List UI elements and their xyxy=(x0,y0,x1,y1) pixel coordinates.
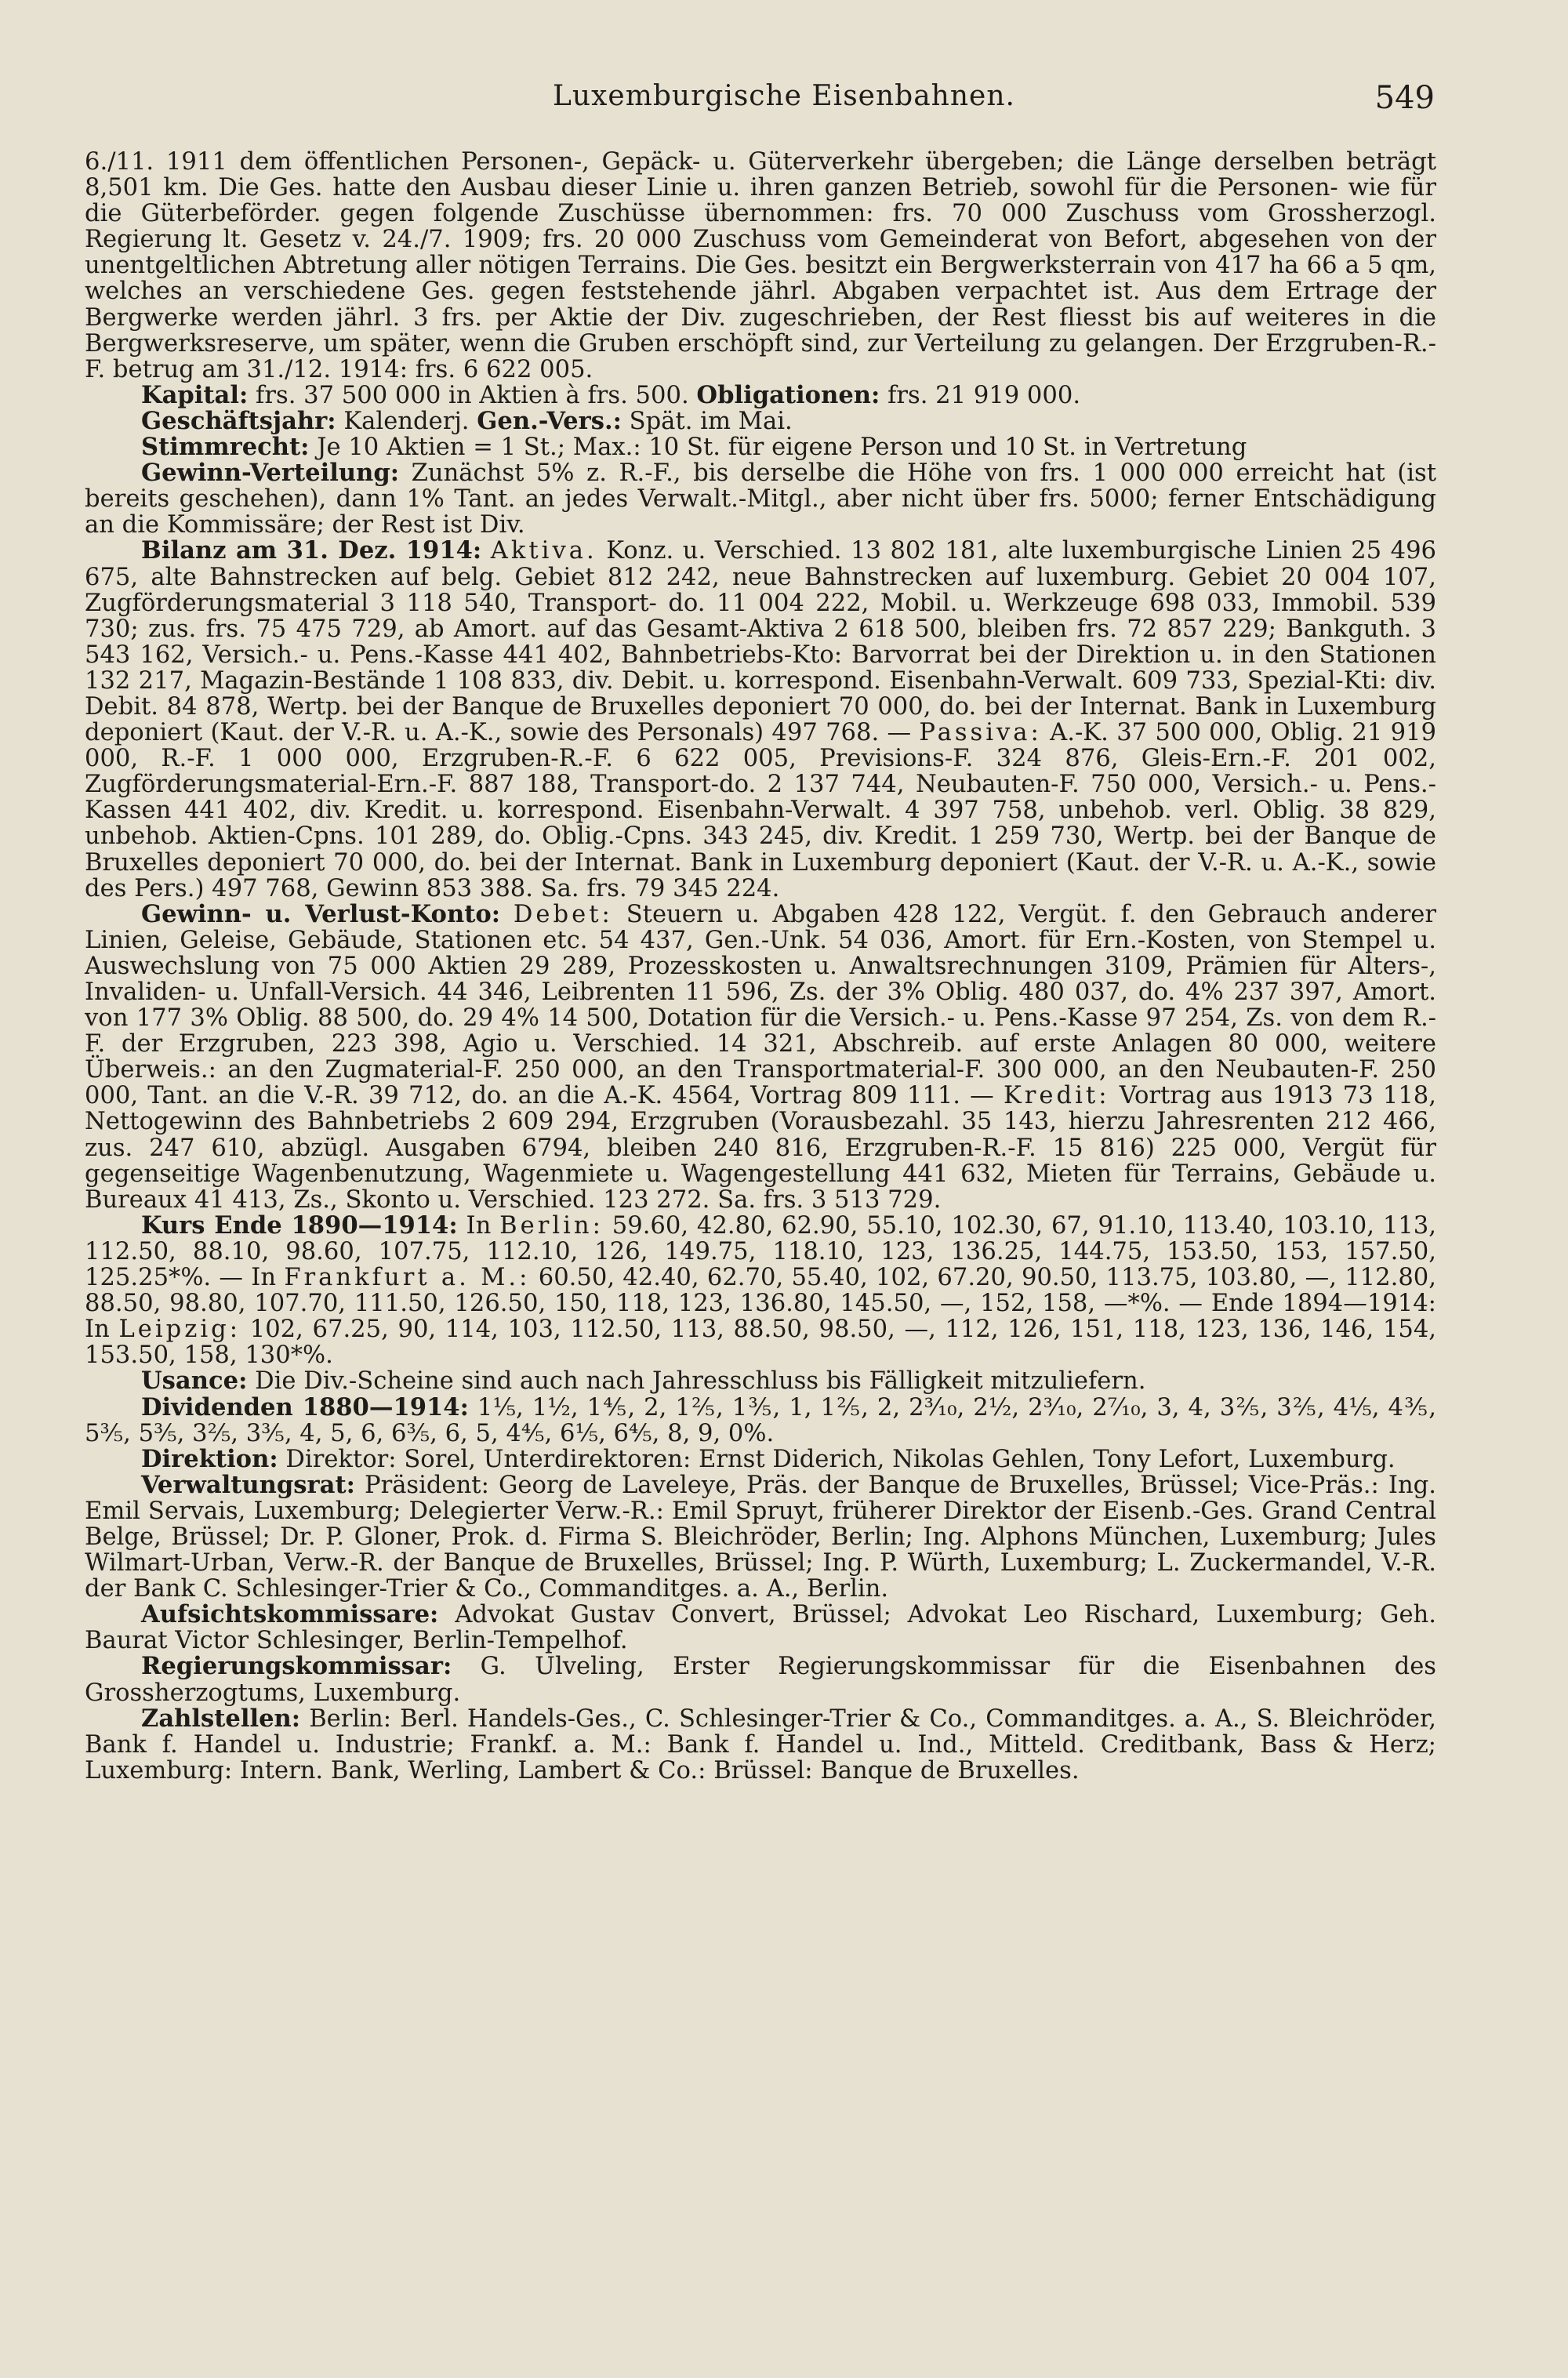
paragraph-kapital xyxy=(85,380,1436,409)
heading-zahlstellen: Zahlstellen: xyxy=(141,1704,301,1733)
kurs-leipzig-text: 102, 67.25, 90, 114, 103, 112.50, 113, 88.50, 98.50, —, 112, 126, 151, 118, 123, 136, 146, 154, 153.50, 158, 130*%. xyxy=(85,1316,1437,1370)
dividenden-text: 1⅕, 1½, 1⅘, 2, 1⅖, 1⅗, 1, 1⅖, 2, 2³⁄₁₀, 2½, 2³⁄₁₀, 2⁷⁄₁₀, 3, 4, 3⅖, 3⅖, 4⅕, 4⅗, 5⅗, 5⅗, 3⅖, 3⅗, 4, 5, 6, 6⅗, 6, 5, 4⅘, 6⅕, 6⅘, 8, 9, 0%. xyxy=(85,1393,1436,1447)
label-frankfurt: Frankfurt a. M.: xyxy=(284,1264,531,1292)
kurs-frankfurt-text: 60.50, 42.40, 62.70, 55.40, 102, 67.20, 90.50, 113.75, 103.80, —, 112.80, 88.50, 98.80, 107.70, 111.50, 126.50, 150, 118, 123, 136.80, 145.50, —, 152, 158, —*%. — Ende 1894—1914: In xyxy=(85,1264,1436,1344)
paragraph-direktion xyxy=(85,1444,1436,1473)
obligationen-text: frs. 21 919 000. xyxy=(887,381,1081,409)
paragraph-gewinn-verlust-konto xyxy=(85,899,1436,1214)
passiva-text: A.-K. 37 500 000, Oblig. 21 919 000, R.-F. 1 000 000, Erzgruben-R.-F. 6 622 005, Previsions-F. 324 876, Gleis-Ern.-F. 201 002, Zugförderungsmaterial-Ern.-F. 887 188, Transport-do. 2 137 744, Neubauten-F. 750 000, Versich.- u. Pens.-Kassen 441 402, div. Kredit. u. korrespond. Eisenbahn-Verwalt. 4 397 758, unbehob. verl. Oblig. 38 829, unbehob. Aktien-Cpns. 101 289, do. Oblig.-Cpns. 343 245, div. Kredit. 1 259 730, Wertp. bei der Banque de Bruxelles deponiert 70 000, do. bei der Internat. Bank in Luxemburg deponiert (Kaut. der V.-R. u. A.-K., sowie des Pers.) 497 768, Gewinn 853 388. Sa. frs. 79 345 224. xyxy=(85,719,1436,902)
paragraph-stimmrecht xyxy=(85,434,1436,460)
heading-bilanz: Bilanz am 31. Dez. 1914: xyxy=(141,536,482,565)
verwaltungsrat-text: Präsident: Georg de Laveleye, Präs. der Banque de Bruxelles, Brüssel; Vice-Präs.: Ing. Emil Servais, Luxemburg; Delegierter Verw.-R.: Emil Spruyt, früherer Direktor der Eisenb.-Ges. Grand Central Belge, Brüssel; Dr. P. Gloner, Prok. d. Firma S. Bleichröder, Berlin; Ing. Alphons München, Luxemburg; Jules Wilmart-Urban, Verw.-R. der Banque de Bruxelles, Brüssel; Ing. P. Würth, Luxemburg; L. Zuckermandel, V.-R. der Bank C. Schlesinger-Trier & Co., Commanditges. a. A., Berlin. xyxy=(85,1471,1436,1603)
debet-text: Steuern u. Abgaben 428 122, Vergüt. f. den Gebrauch anderer Linien, Geleise, Gebäude, Stationen etc. 54 437, Gen.-Unk. 54 036, Amort. für Ern.-Kosten, von Stempel u. Auswechslung von 75 000 Aktien 29 289, Prozesskosten u. Anwaltsrechnungen 3109, Prämien für Alters-, Invaliden- u. Unfall-Versich. 44 346, Leibrenten 11 596, Zs. der 3% Oblig. 480 037, do. 4% 237 397, Amort. von 177 3% Oblig. 88 500, do. 29 4% 14 500, Dotation für die Versich.- u. Pens.-Kasse 97 254, Zs. von dem R.-F. der Erzgruben, 223 398, Agio u. Verschied. 14 321, Abschreib. auf erste Anlagen 80 000, weitere Überweis.: an den Zugmaterial-F. 250 000, an den Transportmaterial-F. 300 000, an den Neubauten-F. 250 000, Tant. an die V.-R. 39 712, do. an die A.-K. 4564, Vortrag 809 111. — xyxy=(85,900,1436,1110)
heading-kurs: Kurs Ende 1890—1914: xyxy=(141,1211,458,1240)
stimmrecht-text: Je 10 Aktien = 1 St.; Max.: 10 St. für eigene Person und 10 St. in Vertretung xyxy=(317,434,1247,462)
heading-verwaltungsrat: Verwaltungsrat: xyxy=(141,1470,355,1499)
heading-gen-vers: Gen.-Vers.: xyxy=(477,406,622,435)
paragraph-text: 6./11. 1911 dem öffentlichen Personen-, Gepäck- u. Güterverkehr übergeben; die Länge derselben beträgt 8,501 km. Die Ges. hatte den Ausbau dieser Linie u. ihren ganzen Betrieb, sowohl für die Personen- wie für die Güterbeförder. gegen folgende Zuschüsse übernommen: frs. 70 000 Zuschuss vom Grossherzogl. Regierung lt. Gesetz v. 24./7. 1909; frs. 20 000 Zuschuss vom Gemeinderat von Befort, abgesehen von der unentgeltlichen Abtretung aller nötigen Terrains. Die Ges. besitzt ein Bergwerksterrain von 417 ha 66 a 5 qm, welches an verschiedene Ges. gegen feststehende jährl. Abgaben verpachtet ist. Aus dem Ertrage der Bergwerke werden jährl. 3 frs. per Aktie der Div. zugeschrieben, der Rest fliesst bis auf weiteres in die Bergwerksreserve, um später, wenn die Gruben erschöpft sind, zur Verteilung zu gelangen. Der Erzgruben-R.-F. betrug am 31./12. 1914: frs. 6 622 005. xyxy=(85,148,1436,383)
aufsichtskommissare-text: Advokat Gustav Convert, Brüssel; Advokat Leo Rischard, Luxemburg; Geh. Baurat Victor Schlesinger, Berlin-Tempelhof. xyxy=(85,1601,1436,1655)
label-aktiva: Aktiva. xyxy=(490,537,597,565)
kurs-text-1: In xyxy=(466,1211,492,1240)
heading-kapital: Kapital: xyxy=(141,380,249,409)
geschaeftsjahr-text: Kalenderj. xyxy=(343,407,470,435)
gewinn-verteilung-text: Zunächst 5% z. R.-F., bis derselbe die Höhe von frs. 1 000 000 erreicht hat (ist bereits geschehen), dann 1% Tant. an jedes Verwalt.-Mitgl., aber nicht über frs. 5000; ferner Entschädigung an die Kommissäre; der Rest ist Div. xyxy=(85,459,1436,539)
heading-obligationen: Obligationen: xyxy=(696,380,880,409)
paragraph-zahlstellen xyxy=(85,1706,1436,1784)
paragraph-regierungskommissar xyxy=(85,1654,1436,1705)
heading-dividenden: Dividenden 1880—1914: xyxy=(141,1392,469,1421)
zahlstellen-text: Berlin: Berl. Handels-Ges., C. Schlesinger-Trier & Co., Commanditges. a. A., S. Bleichröder, Bank f. Handel u. Industrie; Frankf. a. M.: Bank f. Handel u. Ind., Mitteld. Creditbank, Bass & Herz; Luxemburg: Intern. Bank, Werling, Lambert & Co.: Brüssel: Banque de Bruxelles. xyxy=(85,1705,1436,1784)
paragraph-line-opening xyxy=(85,149,1436,383)
kurs-berlin-text: 59.60, 42.80, 62.90, 55.10, 102.30, 67, 91.10, 113.40, 103.10, 113, 112.50, 88.10, 98.60, 107.75, 112.10, 126, 149.75, 118.10, 123, 136.25, 144.75, 153.50, 153, 157.50, 125.25*%. — In xyxy=(85,1211,1436,1292)
body-text xyxy=(85,149,1436,1784)
heading-direktion: Direktion: xyxy=(141,1444,278,1473)
kapital-text: frs. 37 500 000 in Aktien à frs. 500. xyxy=(256,381,689,409)
label-leipzig: Leipzig: xyxy=(118,1316,241,1344)
heading-gewinn-verlust-konto: Gewinn- u. Verlust-Konto: xyxy=(141,899,501,928)
running-title: Luxemburgische Eisenbahnen. xyxy=(553,80,1015,112)
paragraph-verwaltungsrat xyxy=(85,1472,1436,1602)
heading-aufsichtskommissare: Aufsichtskommissare: xyxy=(141,1600,439,1629)
paragraph-aufsichtskommissare xyxy=(85,1602,1436,1654)
page-number: 549 xyxy=(1374,80,1435,116)
label-kredit: Kredit: xyxy=(1003,1082,1110,1110)
kredit-text: Vortrag aus 1913 73 118, Nettogewinn des Bahnbetriebs 2 609 294, Erzgruben (Vorausbezahl. 35 143, hierzu Jahresrenten 212 466, zus. 247 610, abzügl. Ausgaben 6794, bleiben 240 816, Erzgruben-R.-F. 15 816) 225 000, Vergüt für gegenseitige Wagenbenutzung, Wagenmiete u. Wagengestellung 441 632, Mieten für Terrains, Gebäude u. Bureaux 41 413, Zs., Skonto u. Verschied. 123 272. Sa. frs. 3 513 729. xyxy=(85,1082,1436,1214)
paragraph-dividenden xyxy=(85,1392,1436,1447)
gen-vers-text: Spät. im Mai. xyxy=(629,407,793,435)
paragraph-gewinn-verteilung xyxy=(85,460,1436,538)
heading-gewinn-verteilung: Gewinn-Verteilung: xyxy=(141,459,400,488)
label-berlin: Berlin: xyxy=(499,1211,604,1240)
aktiva-text: Konz. u. Verschied. 13 802 181, alte luxemburgische Linien 25 496 675, alte Bahnstrecken auf belg. Gebiet 812 242, neue Bahnstrecken auf luxemburg. Gebiet 20 004 107, Zugförderungsmaterial 3 118 540, Transport- do. 11 004 222, Mobil. u. Werkzeuge 698 033, Immobil. 539 730; zus. frs. 75 475 729, ab Amort. auf das Gesamt-Aktiva 2 618 500, bleiben frs. 72 857 229; Bankguth. 3 543 162, Versich.- u. Pens.-Kasse 441 402, Bahnbetriebs-Kto: Barvorrat bei der Direktion u. in den Stationen 132 217, Magazin-Bestände 1 108 833, div. Debit. u. korrespond. Eisenbahn-Verwalt. 609 733, Spezial-Kti: div. Debit. 84 878, Wertp. bei der Banque de Bruxelles deponiert 70 000, do. bei der Internat. Bank in Luxemburg deponiert (Kaut. der V.-R. u. A.-K., sowie des Personals) 497 768. — xyxy=(85,537,1436,747)
paragraph-usance xyxy=(85,1368,1436,1394)
heading-usance: Usance: xyxy=(141,1367,248,1396)
page-header xyxy=(0,80,1568,127)
paragraph-kurs xyxy=(85,1213,1436,1369)
usance-text: Die Div.-Scheine sind auch nach Jahresschluss bis Fälligkeit mitzuliefern. xyxy=(255,1367,1146,1396)
paragraph-bilanz xyxy=(85,538,1436,901)
paragraph-geschaeftsjahr xyxy=(85,408,1436,434)
heading-geschaeftsjahr: Geschäftsjahr: xyxy=(141,406,336,435)
label-passiva: Passiva: xyxy=(919,719,1042,747)
regierungskommissar-text: G. Ulveling, Erster Regierungskommissar für die Eisenbahnen des Grossherzogtums, Luxemburg. xyxy=(85,1653,1436,1707)
direktion-text: Direktor: Sorel, Unterdirektoren: Ernst Diderich, Nikolas Gehlen, Tony Lefort, Luxemburg. xyxy=(285,1445,1396,1473)
label-debet: Debet: xyxy=(513,900,613,928)
heading-regierungskommissar: Regierungskommissar: xyxy=(141,1652,452,1681)
heading-stimmrecht: Stimmrecht: xyxy=(141,433,310,462)
